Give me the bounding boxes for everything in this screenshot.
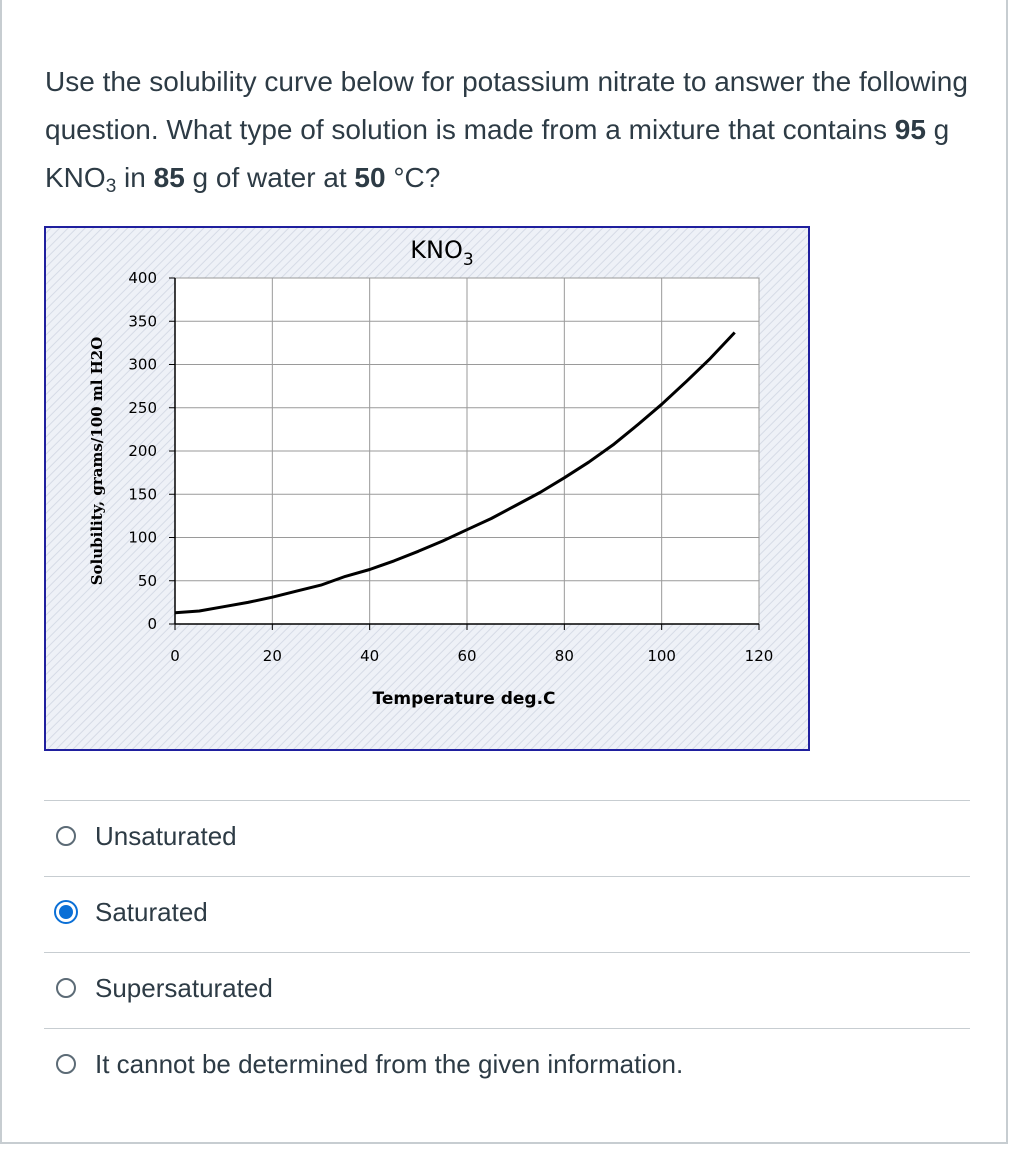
x-tick-label: 60 (457, 647, 477, 665)
answer-label: It cannot be determined from the given information. (95, 1049, 684, 1079)
radio-button[interactable] (56, 1054, 76, 1074)
mass-kno3-value: 95 (894, 114, 926, 145)
radio-button[interactable] (56, 826, 76, 846)
mass-water-value: 85 (153, 162, 185, 193)
x-axis-label: Temperature deg.C (372, 689, 556, 709)
radio-button-selected[interactable] (54, 900, 78, 924)
y-tick-label: 50 (137, 571, 157, 590)
y-tick-label: 350 (128, 312, 157, 331)
question-text: Use the solubility curve below for potassium nitrate to answer the following question. What type of solution is made from a mixture that contains 95 g $KNO_3$ in 85 g of water at 50 °C? (45, 66, 968, 197)
radio-button[interactable] (56, 978, 76, 998)
y-tick-label: 100 (128, 528, 157, 547)
y-tick-label: 250 (128, 398, 157, 417)
answer-list (44, 800, 970, 1104)
answer-option-cannot-determine[interactable] (44, 1028, 970, 1104)
chart-title: $KNO_3$ (410, 236, 474, 270)
x-tick-label: 120 (744, 647, 774, 665)
answer-option-supersaturated[interactable] (44, 952, 970, 1028)
y-tick-label: 200 (128, 442, 157, 460)
temperature-value: 50 (354, 162, 386, 193)
x-tick-label: 0 (170, 647, 180, 665)
y-tick-label: 400 (128, 269, 157, 287)
y-tick-label: 150 (128, 485, 157, 504)
y-tick-label: 0 (147, 615, 157, 633)
solubility-chart (44, 226, 810, 751)
answer-label: Unsaturated (95, 821, 237, 851)
y-axis-label: Solubility, grams/100 ml H2O (88, 336, 106, 586)
answer-label: Supersaturated (95, 973, 273, 1003)
answer-option-saturated[interactable] (44, 876, 970, 952)
x-tick-label: 20 (262, 647, 282, 665)
x-tick-label: 100 (647, 647, 676, 665)
answer-option-unsaturated[interactable] (44, 800, 970, 876)
answer-label: Saturated (95, 897, 208, 927)
y-tick-label: 300 (128, 355, 157, 374)
x-tick-label: 80 (554, 647, 574, 665)
x-tick-label: 40 (360, 647, 380, 665)
